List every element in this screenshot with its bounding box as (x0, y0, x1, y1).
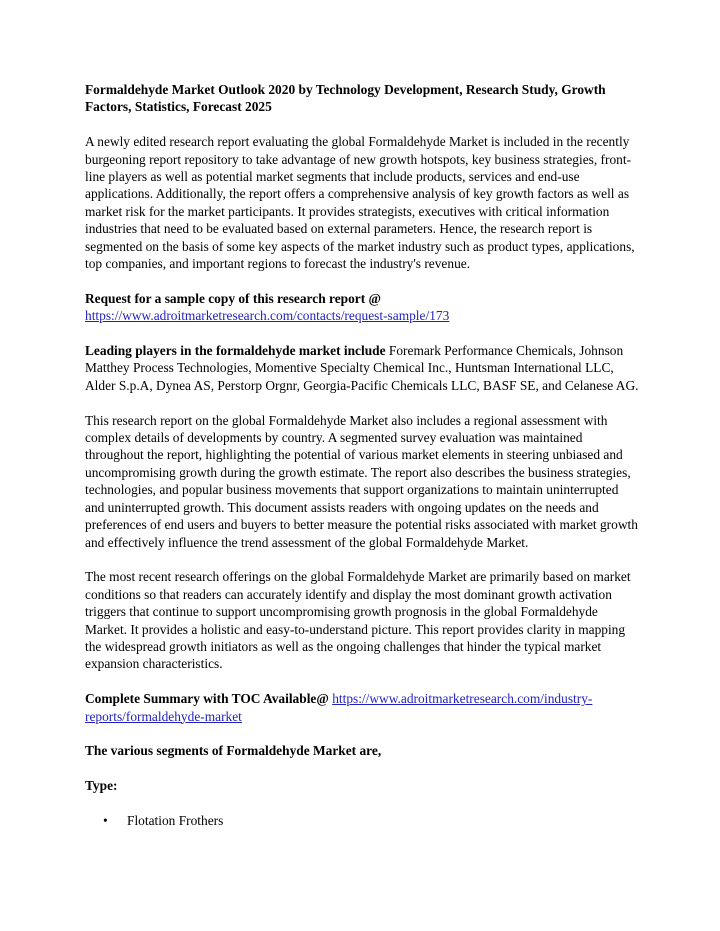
type-list (85, 812, 640, 829)
document-title: Formaldehyde Market Outlook 2020 by Technology Development, Research Study, Growth Factors, Statistics, Forecast 2025 (85, 82, 606, 115)
summary-label: Complete Summary with TOC Available@ (85, 691, 329, 707)
intro-paragraph: A newly edited research report evaluating the global Formaldehyde Market is included in the recently burgeoning report repository to take advantage of new growth hotspots, key business strategies, front-line players as well as potential market segments that include products, services and end-use applications. Additionally, the report offers a comprehensive analysis of key growth factors as well as market risk for the market participants. It provides strategists, executives with critical information industries that need to be evaluated based on external parameters. Hence, the research report is segmented on the basis of some key aspects of the market industry such as product types, applications, top companies, and important regions to forecast the industry's revenue. (85, 134, 635, 272)
list-item (85, 812, 640, 829)
regional-paragraph: This research report on the global Formaldehyde Market also includes a regional assessment with complex details of developments by country. A segmented survey evaluation was maintained throughout the report, highlighting the potential of various market elements in steering unbiased and uncompromising growth during the growth estimate. The report also describes the business strategies, technologies, and popular business movements that support organizations to maintain uninterrupted and uninterrupted growth. This document assists readers with ongoing updates on the needs and preferences of end users and buyers to better measure the potential risks associated with market growth and effectively influence the trend assessment of the global Formaldehyde Market. (85, 412, 638, 550)
type-heading: Type: (85, 778, 118, 794)
bullet-icon: • (103, 812, 108, 828)
sample-request-label: Request for a sample copy of this research report @ (85, 290, 381, 306)
offerings-paragraph: The most recent research offerings on the global Formaldehyde Market are primarily based on market conditions so that readers can accurately identify and display the most dominant growth activation triggers that continue to support uncompromising growth prognosis in the global Formaldehyde Market. It provides a holistic and easy-to-understand picture. This report provides clarity in mapping the widespread growth initiators as well as the ongoing challenges that hinder the typical market expansion characteristics. (85, 569, 631, 672)
leading-players-label: Leading players in the formaldehyde market include (85, 343, 386, 359)
sample-request-link[interactable]: https://www.adroitmarketresearch.com/contacts/request-sample/173 (85, 308, 450, 324)
leading-players-text: Foremark Performance Chemicals, Johnson Matthey Process Technologies, Momentive Specialty Chemical Inc., Huntsman International LLC, Alder S.p.A, Dynea AS, Perstorp Orgnr, Georgia-Pacific Chemicals LLC, BASF SE, and Celanese AG. (85, 343, 639, 393)
segments-heading: The various segments of Formaldehyde Market are, (85, 743, 382, 759)
summary-link[interactable]: https://www.adroitmarketresearch.com/industry-reports/formaldehyde-market (85, 691, 593, 724)
document-page (85, 81, 640, 829)
list-item-label: Flotation Frothers (127, 812, 224, 828)
summary-section (85, 690, 640, 725)
sample-request-section (85, 290, 640, 325)
leading-players-paragraph (85, 342, 640, 394)
